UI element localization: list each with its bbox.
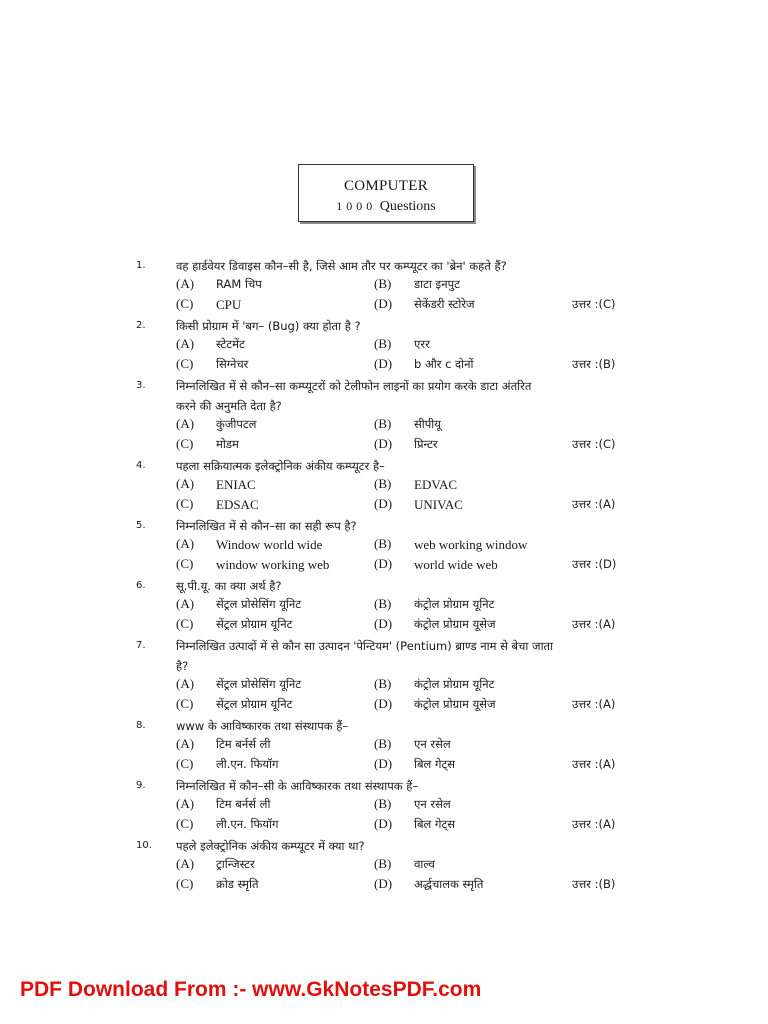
option-text: कंट्रोल प्रोग्राम यूसेज — [414, 697, 496, 711]
questions-label: Questions — [379, 199, 436, 214]
option-label: (A) — [176, 736, 195, 751]
answer-key: उत्तर :(A) — [572, 617, 616, 631]
option-label: (A) — [176, 676, 195, 691]
option-label: (A) — [176, 416, 195, 431]
option-text: सेकेंडरी स्टोरेज — [414, 297, 475, 311]
option-label: (B) — [374, 536, 392, 551]
option-label: (B) — [374, 476, 392, 491]
option-row — [0, 436, 768, 456]
option-text: Window world wide — [216, 537, 323, 552]
option-label: (C) — [176, 556, 194, 571]
question-number: 5. — [136, 520, 146, 531]
option-text: world wide web — [414, 557, 498, 572]
option-label: (B) — [374, 416, 392, 431]
option-text: कंट्रोल प्रोग्राम यूनिट — [414, 677, 495, 691]
option-text: स्टेटमेंट — [216, 337, 245, 351]
option-text: ली.एन. फियॉग — [216, 757, 279, 771]
option-text: टिम बर्नर्स ली — [216, 737, 271, 751]
option-label: (C) — [176, 496, 194, 511]
question-number: 9. — [136, 780, 146, 791]
option-row — [0, 616, 768, 636]
document-title: COMPUTER — [343, 178, 429, 194]
option-label: (D) — [374, 356, 393, 371]
question-text: निम्नलिखित उत्पादों में से कौन सा उत्पादन 'पेन्टियम' (Pentium) ब्राण्ड नाम से बेचा जाता — [176, 639, 554, 653]
option-label: (C) — [176, 756, 194, 771]
option-row — [0, 476, 768, 496]
option-text: मोडम — [216, 437, 239, 451]
answer-key: उत्तर :(A) — [572, 697, 616, 711]
download-footer[interactable]: PDF Download From :- www.GkNotesPDF.com — [20, 978, 482, 1001]
option-text: कंट्रोल प्रोग्राम यूनिट — [414, 597, 495, 611]
option-label: (B) — [374, 596, 392, 611]
question-number: 2. — [136, 320, 146, 331]
option-text: कुंजीपटल — [216, 417, 257, 431]
option-label: (C) — [176, 436, 194, 451]
option-label: (C) — [176, 816, 194, 831]
option-row — [0, 336, 768, 356]
question-number: 4. — [136, 460, 146, 471]
option-label: (C) — [176, 356, 194, 371]
option-text: सेंट्रल प्रोसेसिंग यूनिट — [216, 597, 302, 611]
question-text: पहले इलेक्ट्रोनिक अंकीय कम्प्यूटर में क्या था? — [176, 839, 365, 853]
option-text: b और c दोनों — [414, 357, 474, 371]
option-label: (B) — [374, 336, 392, 351]
option-label: (D) — [374, 816, 393, 831]
option-row — [0, 756, 768, 776]
question-text: किसी प्रोग्राम में 'बग– (Bug) क्या होता है ? — [176, 319, 361, 333]
option-text: सीपीयू — [414, 417, 441, 431]
option-text: एन रसेल — [414, 737, 451, 751]
option-label: (C) — [176, 296, 194, 311]
answer-key: उत्तर :(C) — [572, 437, 616, 451]
option-text: एरर — [414, 337, 430, 351]
option-text: RAM चिप — [216, 277, 262, 291]
question-text: निम्नलिखित में कौन–सी के आविष्कारक तथा संस्थापक हैं– — [176, 779, 419, 793]
option-text: window working web — [216, 557, 330, 572]
option-label: (D) — [374, 436, 393, 451]
option-row — [0, 356, 768, 376]
option-text: EDVAC — [414, 477, 458, 492]
option-text: कंट्रोल प्रोग्राम यूसेज — [414, 617, 496, 631]
document-subtitle — [299, 199, 473, 215]
question-text: www के आविष्कारक तथा संस्थापक हैं– — [176, 719, 349, 733]
option-text: बिल गेट्स — [414, 817, 456, 831]
option-row — [0, 856, 768, 876]
question-number: 7. — [136, 640, 146, 651]
answer-key: उत्तर :(A) — [572, 757, 616, 771]
answer-key: उत्तर :(A) — [572, 497, 616, 511]
option-row — [0, 816, 768, 836]
option-label: (B) — [374, 736, 392, 751]
option-label: (D) — [374, 876, 393, 891]
option-text: UNIVAC — [414, 497, 463, 512]
option-label: (A) — [176, 536, 195, 551]
question-text: है? — [176, 659, 189, 673]
option-text: क्रोड स्मृति — [216, 877, 259, 891]
question-text: निम्नलिखित में से कौन–सा का सही रूप है? — [176, 519, 357, 533]
option-text: सेंट्रल प्रोग्राम यूनिट — [216, 697, 293, 711]
question-text: करने की अनुमति देता है? — [176, 399, 282, 413]
option-row — [0, 536, 768, 556]
option-label: (A) — [176, 276, 195, 291]
option-label: (D) — [374, 296, 393, 311]
option-label: (D) — [374, 616, 393, 631]
option-label: (B) — [374, 796, 392, 811]
option-label: (D) — [374, 556, 393, 571]
question-text: निम्नलिखित में से कौन–सा कम्प्यूटरों को टेलीफोन लाइनों का प्रयोग करके डाटा अंतरित — [176, 379, 532, 393]
option-label: (A) — [176, 856, 195, 871]
option-text: वाल्व — [414, 857, 435, 871]
question-text: सू.पी.यू. का क्या अर्थ है? — [176, 579, 282, 593]
option-label: (B) — [374, 676, 392, 691]
option-text: सिग्नेचर — [216, 357, 249, 371]
option-row — [0, 416, 768, 436]
option-text: डाटा इनपुट — [414, 277, 460, 291]
option-text: CPU — [216, 297, 242, 312]
answer-key: उत्तर :(C) — [572, 297, 616, 311]
question-number: 10. — [136, 840, 152, 851]
question-count: 1000 — [336, 199, 377, 213]
option-label: (A) — [176, 796, 195, 811]
question-text: पहला सक्रियात्मक इलेक्ट्रोनिक अंकीय कम्प्यूटर है– — [176, 459, 385, 473]
option-row — [0, 676, 768, 696]
option-row — [0, 276, 768, 296]
option-row — [0, 796, 768, 816]
answer-key: उत्तर :(A) — [572, 817, 616, 831]
question-number: 8. — [136, 720, 146, 731]
option-label: (A) — [176, 476, 195, 491]
answer-key: उत्तर :(B) — [572, 877, 616, 891]
option-label: (B) — [374, 276, 392, 291]
option-row — [0, 876, 768, 896]
option-text: सेंट्रल प्रोग्राम यूनिट — [216, 617, 293, 631]
question-number: 3. — [136, 380, 146, 391]
option-label: (A) — [176, 596, 195, 611]
option-label: (D) — [374, 756, 393, 771]
title-box — [298, 164, 474, 222]
option-label: (C) — [176, 876, 194, 891]
option-text: EDSAC — [216, 497, 259, 512]
option-label: (B) — [374, 856, 392, 871]
option-label: (D) — [374, 696, 393, 711]
option-row — [0, 556, 768, 576]
question-number: 6. — [136, 580, 146, 591]
option-text: ट्रान्जिस्टर — [216, 857, 255, 871]
option-label: (C) — [176, 696, 194, 711]
answer-key: उत्तर :(D) — [572, 557, 617, 571]
option-text: एन रसेल — [414, 797, 451, 811]
option-text: सेंट्रल प्रोसेसिंग यूनिट — [216, 677, 302, 691]
answer-key: उत्तर :(B) — [572, 357, 616, 371]
question-text: वह हार्डवेयर डिवाइस कौन–सी है, जिसे आम तौर पर कम्प्यूटर का 'ब्रेन' कहते हैं? — [176, 259, 507, 273]
option-label: (C) — [176, 616, 194, 631]
option-text: टिम बर्नर्स ली — [216, 797, 271, 811]
option-text: अर्द्धचालक स्मृति — [414, 877, 484, 891]
option-text: ENIAC — [216, 477, 256, 492]
option-text: web working window — [414, 537, 528, 552]
option-row — [0, 296, 768, 316]
option-label: (A) — [176, 336, 195, 351]
option-row — [0, 696, 768, 716]
option-row — [0, 596, 768, 616]
option-row — [0, 736, 768, 756]
question-number: 1. — [136, 260, 146, 271]
option-text: ली.एन. फियॉग — [216, 817, 279, 831]
option-text: बिल गेट्स — [414, 757, 456, 771]
option-row — [0, 496, 768, 516]
option-label: (D) — [374, 496, 393, 511]
option-text: प्रिन्टर — [414, 437, 438, 451]
